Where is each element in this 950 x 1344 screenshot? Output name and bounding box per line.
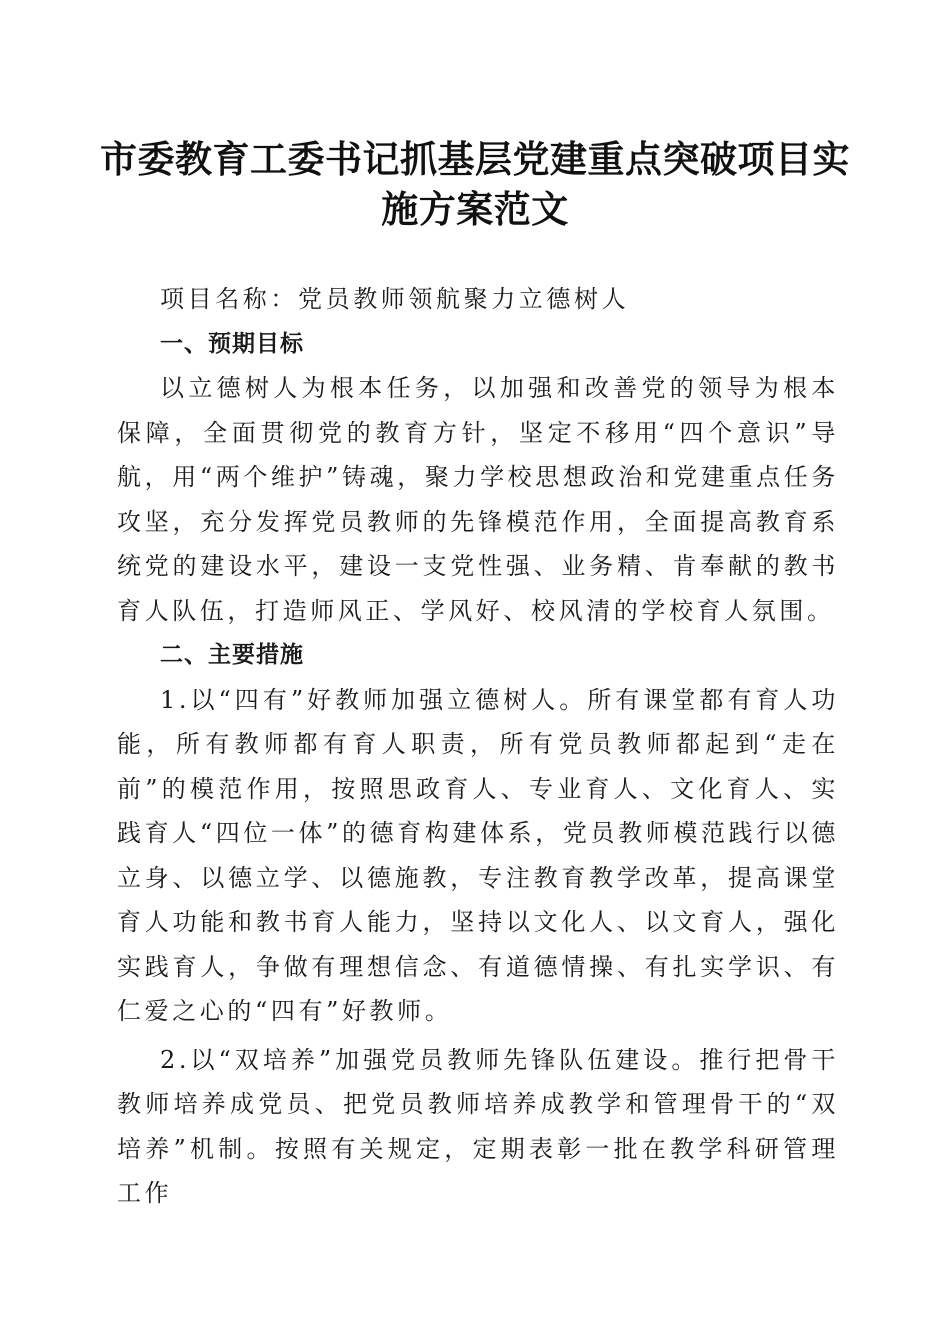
measure-2-paragraph: 2.以“双培养”加强党员教师先锋队伍建设。推行把骨干教师培养成党员、把党员教师培养成教学和管理骨干的“双培养”机制。按照有关规定，定期表彰一批在教学科研管理工作 <box>117 1045 839 1207</box>
document-title <box>100 134 850 234</box>
project-name: 项目名称：党员教师领航聚力立德树人 <box>160 285 630 313</box>
section-heading-goals: 一、预期目标 <box>160 330 304 357</box>
measure-1-paragraph: 1.以“四有”好教师加强立德树人。所有课堂都有育人功能，所有教师都有育人职责，所有党员教师都起到“走在前”的模范作用，按照思政育人、专业育人、文化育人、实践育人“四位一体”的德育构建体系，党员教师模范践行以德立身、以德立学、以德施教，专注教育教学改革，提高课堂育人功能和教书育人能力，坚持以文化人、以文育人，强化实践育人，争做有理想信念、有道德情操、有扎实学识、有仁爱之心的“四有”好教师。 <box>117 685 839 1025</box>
goals-paragraph: 以立德树人为根本任务，以加强和改善党的领导为根本保障，全面贯彻党的教育方针，坚定不移用“四个意识”导航，用“两个维护”铸魂，聚力学校思想政治和党建重点任务攻坚，充分发挥党员教师的先锋模范作用，全面提高教育系统党的建设水平，建设一支党性强、业务精、肯奉献的教书育人队伍，打造师风正、学风好、校风清的学校育人氛围。 <box>117 374 839 625</box>
title-line-2: 施方案范文 <box>381 187 569 231</box>
title-line-1: 市委教育工委书记抓基层党建重点突破项目实 <box>100 137 850 181</box>
section-heading-measures: 二、主要措施 <box>160 642 304 668</box>
document-body <box>117 277 839 1216</box>
